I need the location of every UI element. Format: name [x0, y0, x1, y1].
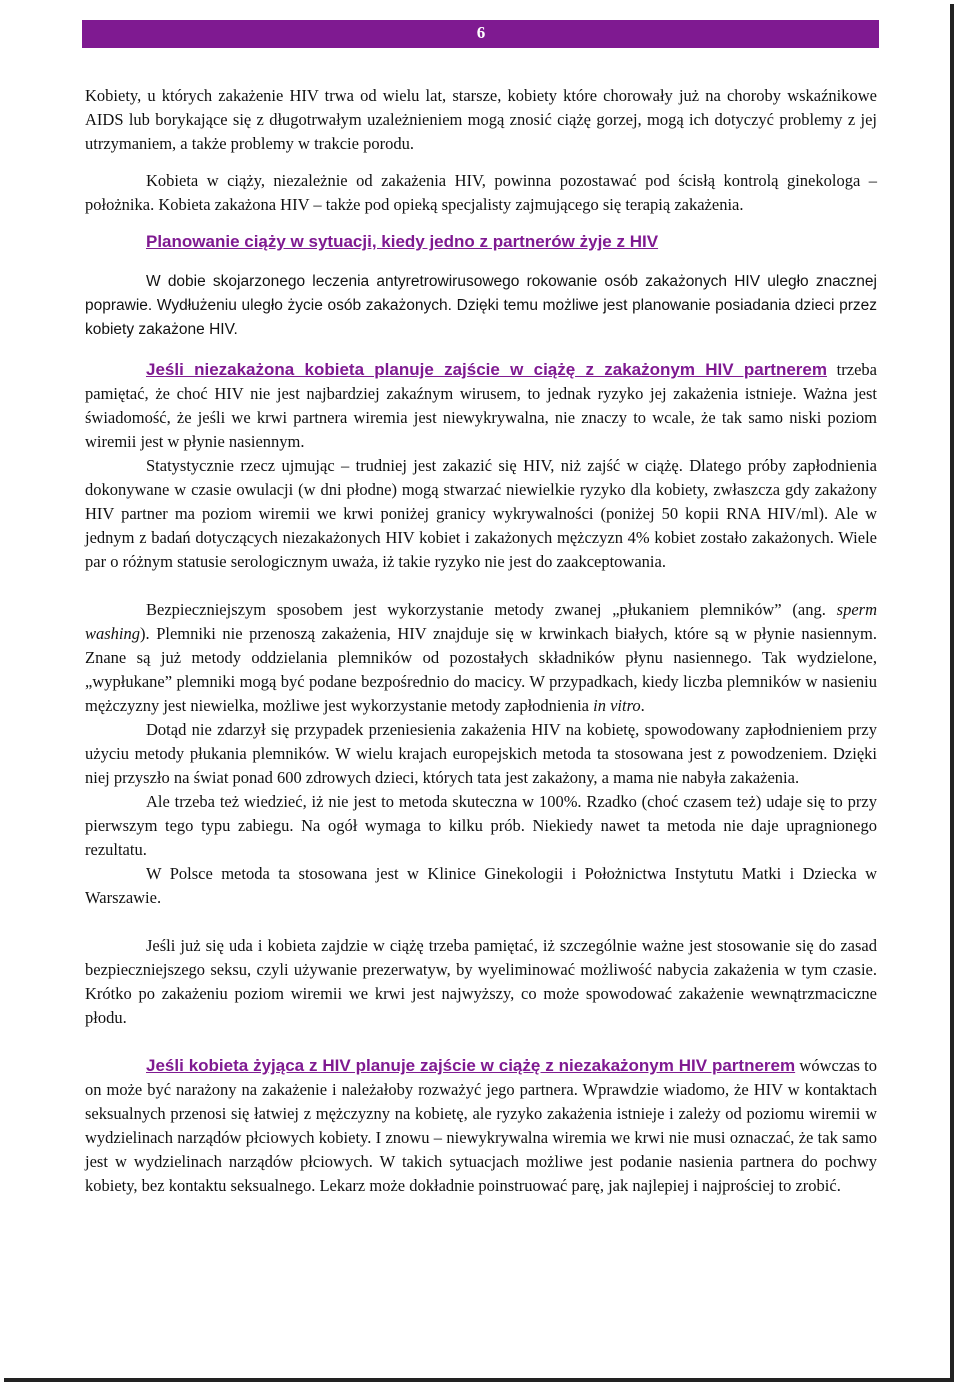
- inline-heading: Jeśli niezakażona kobieta planuje zajście w ciążę z zakażonym HIV partnerem: [146, 360, 827, 379]
- page-number: 6: [476, 23, 486, 42]
- italic-term: sperm washing: [85, 600, 877, 643]
- paragraph: Jeśli już się uda i kobieta zajdzie w ciążę trzeba pamiętać, iż szczególnie ważne jest stosowanie się do zasad bezpieczniejszego seksu, czyli używanie prezerwatyw, by wyeliminować możliwość nabycia zakażenia w tym czasie. Krótko po zakażeniu poziom wiremii we krwi jest najwyższy, co może spowodować zakażenie wewnątrzmaciczne płodu.: [85, 936, 877, 1027]
- paragraph: Kobieta w ciąży, niezależnie od zakażenia HIV, powinna pozostawać pod ścisłą kontrolą ginekologa – położnika. Kobieta zakażona HIV – także pod opieką specjalisty zajmującego się terapią zakażenia.: [85, 171, 877, 214]
- document-body: [85, 84, 877, 1198]
- paragraph: Statystycznie rzecz ujmując – trudniej jest zakazić się HIV, niż zajść w ciążę. Dlatego próby zapłodnienia dokonywane w czasie owulacji (w dni płodne) mogą stwarzać niewielkie ryzyko dla kobiety, zwłaszcza gdy zakażony HIV partner ma poziom wiremii we krwi poniżej granicy wykrywalności (poniżej 50 kopii RNA HIV/ml). Ale w jednym z badań dotyczących niezakażonych HIV kobiet i zakażonych mężczyzn 4% kobiet zostało zakażonych. Wiele par o różnym statusie serologicznym uważa, iż takie ryzyko nie jest do zaakceptowania.: [85, 456, 877, 571]
- paragraph: Kobiety, u których zakażenie HIV trwa od wielu lat, starsze, kobiety które chorowały już na choroby wskaźnikowe AIDS lub borykające się z długotrwałym uzależnieniem mogą znosić ciążę gorzej, mogą ich dotyczyć problemy z jej utrzymaniem, a także problemy w trakcie porodu.: [85, 86, 877, 153]
- paragraph: [85, 598, 877, 718]
- section-heading: [85, 230, 877, 254]
- italic-term: in vitro: [593, 696, 641, 715]
- paragraph-text: Bezpieczniejszym sposobem jest wykorzystanie metody zwanej „płukaniem plemników” (ang.: [146, 600, 837, 619]
- paragraph-text: wówczas to on może być narażony na zakażenie i należałoby rozważyć jego partnera. Wprawdzie wiadomo, że HIV w kontaktach seksualnych przenosi się łatwiej z mężczyzny na kobietę, ale ryzyko zakażenia istnieje i zależy od poziomu wiremii w wydzielinach narządów płciowych kobiety. I znowu – niewykrywalna wiremia we krwi nie musi oznaczać, że tak samo jest w wydzielinach narządów płciowych. W takich sytuacjach możliwe jest podanie nasienia partnera do pochwy kobiety, bez kontaktu seksualnego. Lekarz może dokładnie poinstruować parę, jak najlepiej i najprościej to zrobić.: [85, 1056, 877, 1195]
- paragraph: Ale trzeba też wiedzieć, iż nie jest to metoda skuteczna w 100%. Rzadko (choć czasem też) udaje się to przy pierwszym tego typu zabiegu. Na ogół wymaga to kilku prób. Niekiedy nawet ta metoda nie daje upragnionego rezultatu.: [85, 792, 877, 859]
- section-heading-text: Planowanie ciąży w sytuacji, kiedy jedno z partnerów żyje z HIV: [146, 232, 659, 251]
- inline-heading: Jeśli kobieta żyjąca z HIV planuje zajście w ciążę z niezakażonym HIV partnerem: [146, 1056, 796, 1075]
- paragraph-text: trzeba pamiętać, że choć HIV nie jest najbardziej zakaźnym wirusem, to jednak ryzyko jej zakażenia istnieje. Ważna jest świadomość, że jeśli we krwi partnera wiremia jest niewykrywalna, nie znaczy to wcale, że tak samo niski poziom wiremii jest w płynie nasiennym.: [85, 360, 877, 451]
- paragraph-text: .: [640, 696, 645, 715]
- paragraph: Dotąd nie zdarzył się przypadek przeniesienia zakażenia HIV na kobietę, spowodowany zapłodnieniem przy użyciu metody płukania plemników. W wielu krajach europejskich metoda ta stosowana jest z powodzeniem. Dzięki niej przyszło na świat ponad 600 zdrowych dzieci, których tata jest zakażony, a mama nie nabyła zakażenia.: [85, 720, 877, 787]
- paragraph: W dobie skojarzonego leczenia antyretrowirusowego rokowanie osób zakażonych HIV uległo znacznej poprawie. Wydłużeniu uległo życie osób zakażonych. Dzięki temu możliwe jest planowanie posiadania dzieci przez kobiety zakażone HIV.: [85, 273, 877, 338]
- paragraph: W Polsce metoda ta stosowana jest w Klinice Ginekologii i Położnictwa Instytutu Matki i Dziecka w Warszawie.: [85, 864, 877, 907]
- paragraph: [85, 358, 877, 454]
- paragraph-text: ). Plemniki nie przenoszą zakażenia, HIV znajduje się w krwinkach białych, które są w płynie nasiennym. Znane są już metody oddzielania plemników od pozostałych składników płynu nasiennego. Tak wydzielone, „wypłukane” plemniki mogą być podane bezpośrednio do macicy. W przypadkach, kiedy liczba plemników w nasieniu mężczyzny jest niewielka, możliwe jest wykorzystanie metody zapłodnienia: [85, 624, 877, 715]
- paragraph: [85, 1054, 877, 1198]
